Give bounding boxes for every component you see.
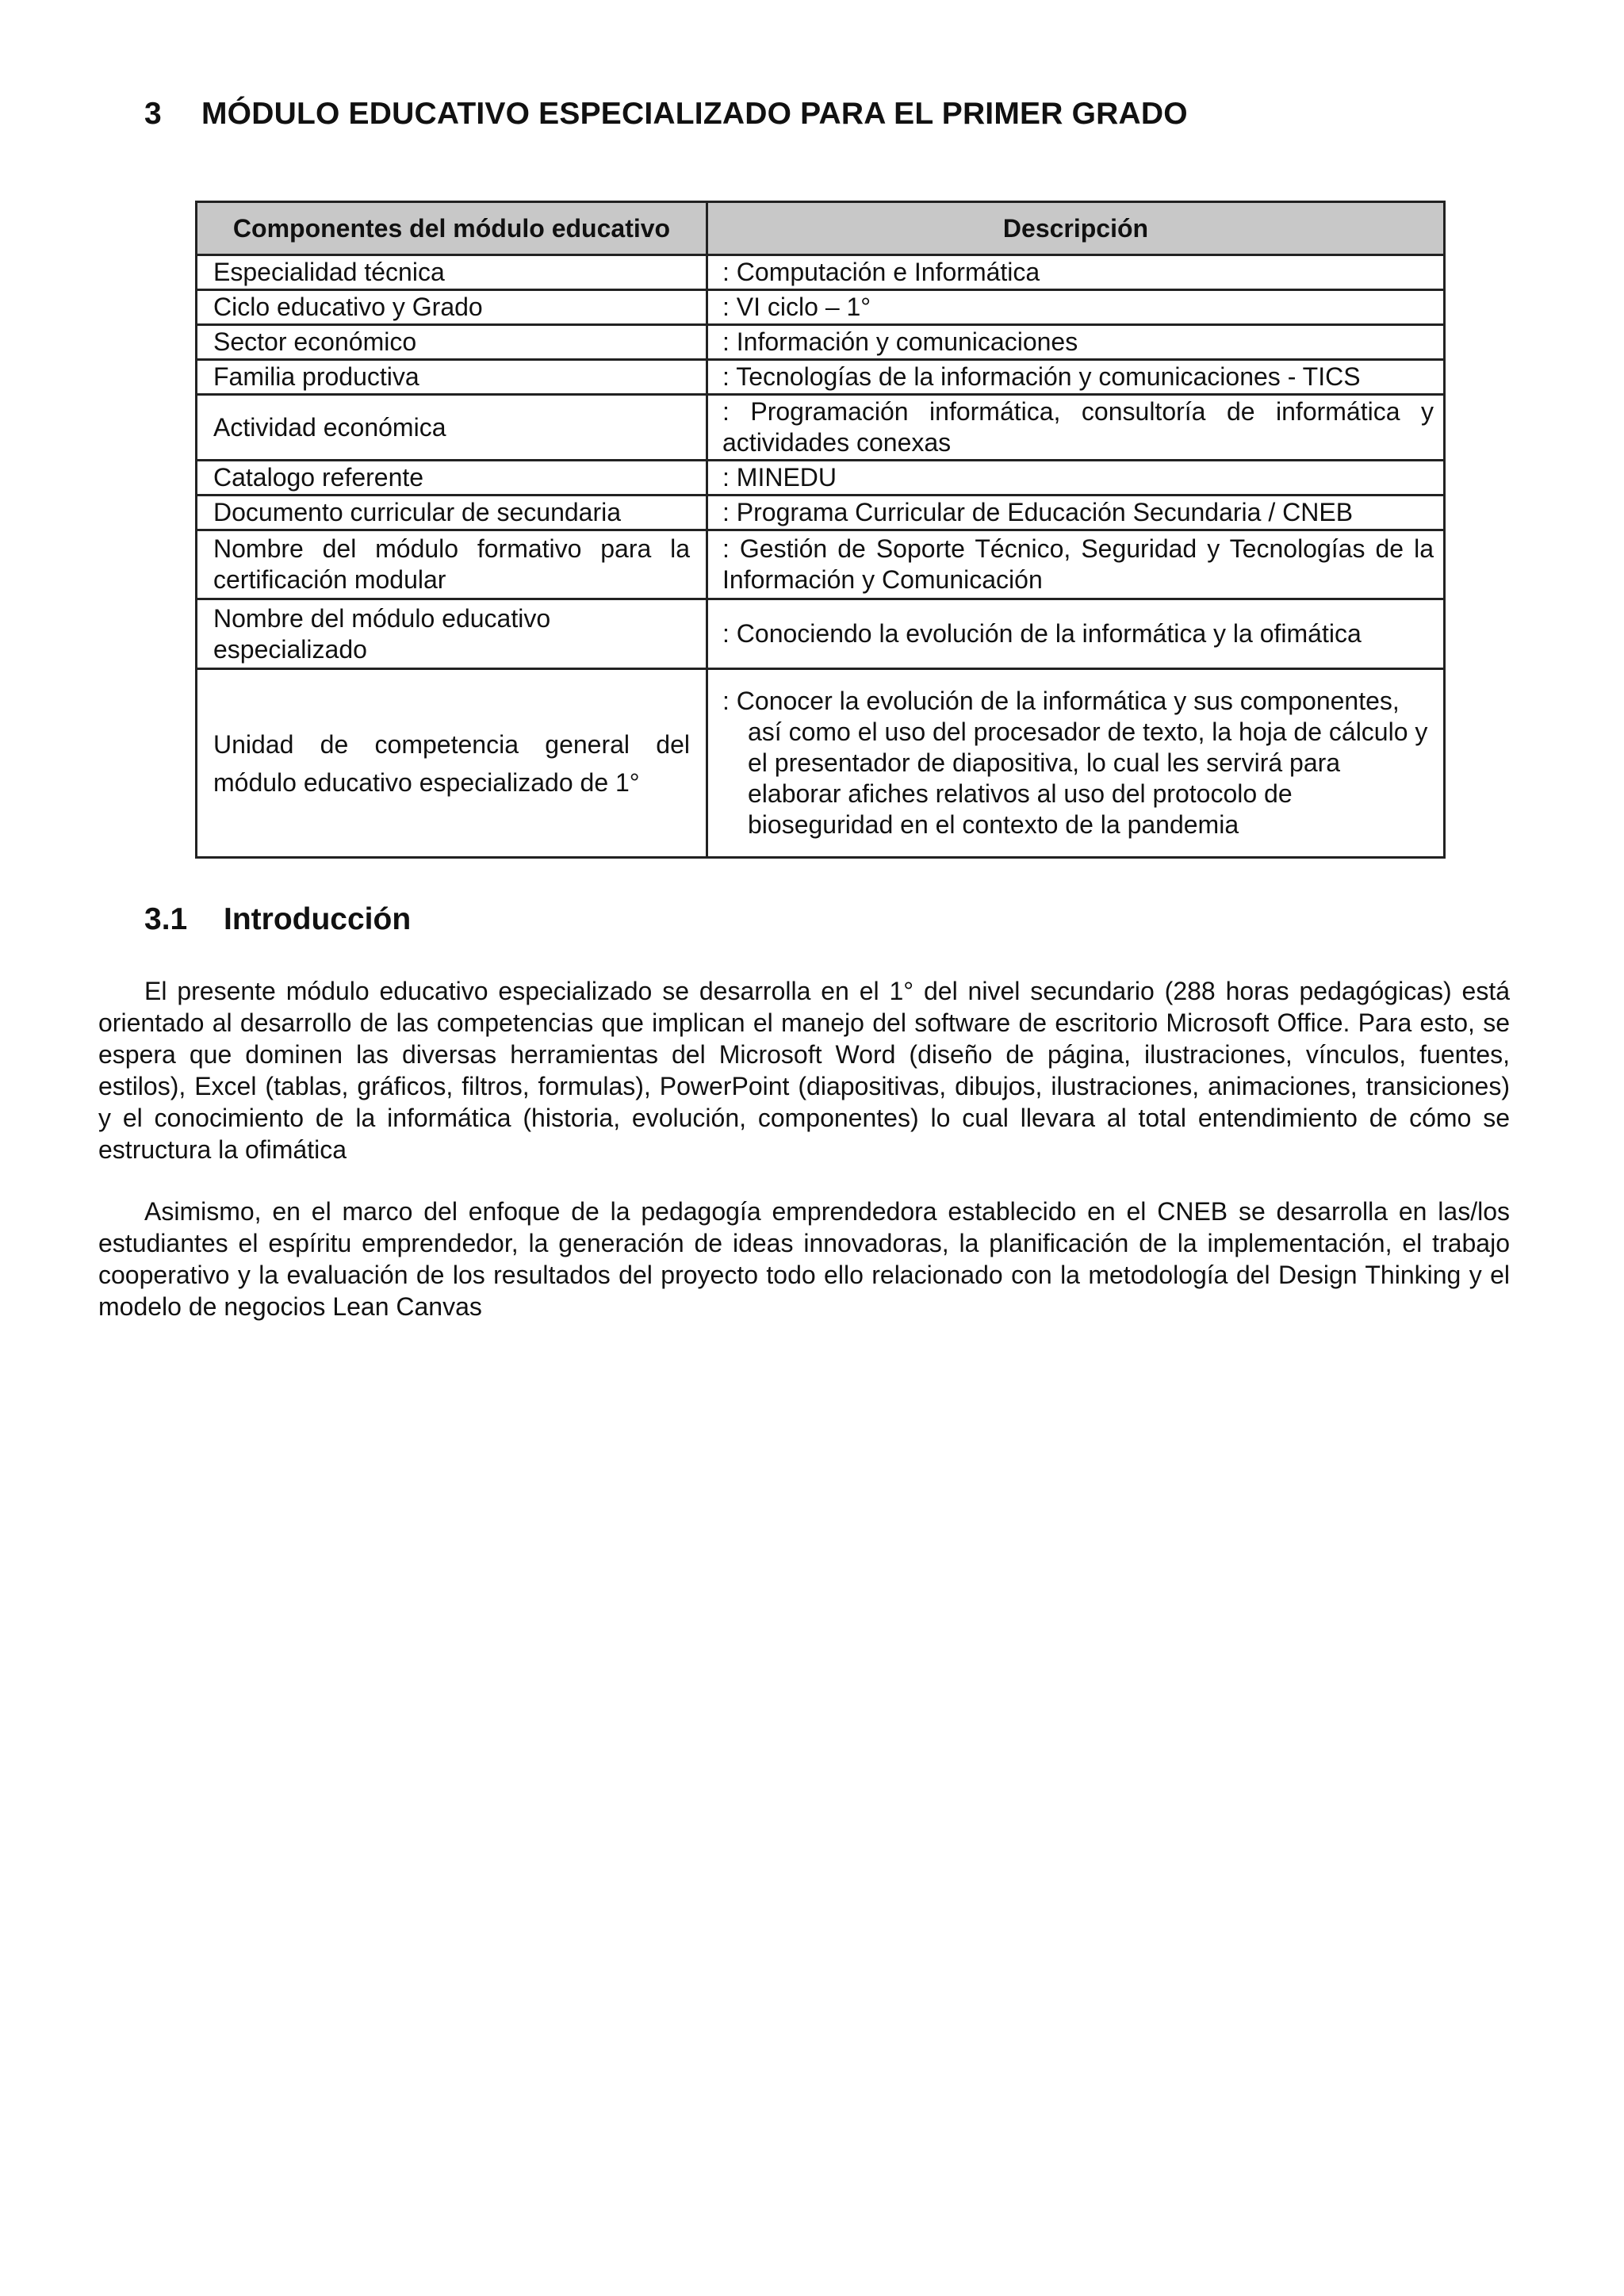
table-row (197, 461, 1445, 496)
row-label: Actividad económica (197, 395, 707, 461)
row-value: : Programa Curricular de Educación Secundaria / CNEB (707, 496, 1445, 530)
row-value: : Conociendo la evolución de la informática y la ofimática (707, 599, 1445, 669)
table-row (197, 530, 1445, 599)
table-row (197, 395, 1445, 461)
table-row (197, 599, 1445, 669)
subsection-title: Introducción (224, 902, 412, 936)
table-row (197, 325, 1445, 360)
row-label: Nombre del módulo educativo especializado (197, 599, 707, 669)
row-value: : Computación e Informática (707, 255, 1445, 290)
row-label: Ciclo educativo y Grado (197, 290, 707, 325)
table-row (197, 496, 1445, 530)
row-label: Unidad de competencia general del módulo educativo especializado de 1° (197, 669, 707, 858)
row-label: Nombre del módulo formativo para la certificación modular (197, 530, 707, 599)
table-header-row (197, 202, 1445, 255)
table-row (197, 290, 1445, 325)
section-heading (144, 97, 1188, 132)
table-row (197, 669, 1445, 858)
row-label: Documento curricular de secundaria (197, 496, 707, 530)
row-label: Especialidad técnica (197, 255, 707, 290)
row-value: : VI ciclo – 1° (707, 290, 1445, 325)
section-title: MÓDULO EDUCATIVO ESPECIALIZADO PARA EL PRIMER GRADO (201, 97, 1188, 131)
section-number: 3 (144, 97, 162, 131)
row-value: : Programación informática, consultoría de informática y actividades conexas (707, 395, 1445, 461)
intro-paragraph-1: El presente módulo educativo especializado se desarrolla en el 1° del nivel secundario (288 horas pedagógicas) está orientado al desarrollo de las competencias que implican el manejo del software de escritorio Microsoft Office. Para esto, se espera que dominen las diversas herramientas del Microsoft Word (diseño de página, ilustraciones, vínculos, fuentes, estilos), Excel (tablas, gráficos, filtros, formulas), PowerPoint (diapositivas, dibujos, ilustraciones, animaciones, transiciones) y el conocimiento de la informática (historia, evolución, componentes) lo cual llevara al total entendimiento de cómo se estructura la ofimática (98, 977, 1510, 1164)
row-value-cell (707, 669, 1445, 858)
intro-paragraph-2: Asimismo, en el marco del enfoque de la pedagogía emprendedora establecido en el CNEB se desarrolla en las/los estudiantes el espíritu emprendedor, la generación de ideas innovadoras, la planificación de la implementación, el trabajo cooperativo y la evaluación de los resultados del proyecto todo ello relacionado con la metodología del Design Thinking y el modelo de negocios Lean Canvas (98, 1197, 1510, 1321)
table-header-components: Componentes del módulo educativo (197, 202, 707, 255)
row-label: Catalogo referente (197, 461, 707, 496)
table-header-description: Descripción (707, 202, 1445, 255)
row-value: : Gestión de Soporte Técnico, Seguridad y Tecnologías de la Información y Comunicación (707, 530, 1445, 599)
subsection-number: 3.1 (144, 902, 188, 936)
row-value: : Tecnologías de la información y comunicaciones - TICS (707, 360, 1445, 395)
module-components-table (195, 201, 1446, 859)
row-label: Familia productiva (197, 360, 707, 395)
table-row (197, 255, 1445, 290)
subsection-heading (144, 902, 411, 937)
table-row (197, 360, 1445, 395)
row-label: Sector económico (197, 325, 707, 360)
row-value: : Conocer la evolución de la informática y sus componentes, así como el uso del procesador de texto, la hoja de cálculo y el presentador de diapositiva, lo cual les servirá para elaborar afiches relativos al uso del protocolo de bioseguridad en el contexto de la pandemia (722, 687, 1428, 839)
row-value: : Información y comunicaciones (707, 325, 1445, 360)
row-value: : MINEDU (707, 461, 1445, 496)
